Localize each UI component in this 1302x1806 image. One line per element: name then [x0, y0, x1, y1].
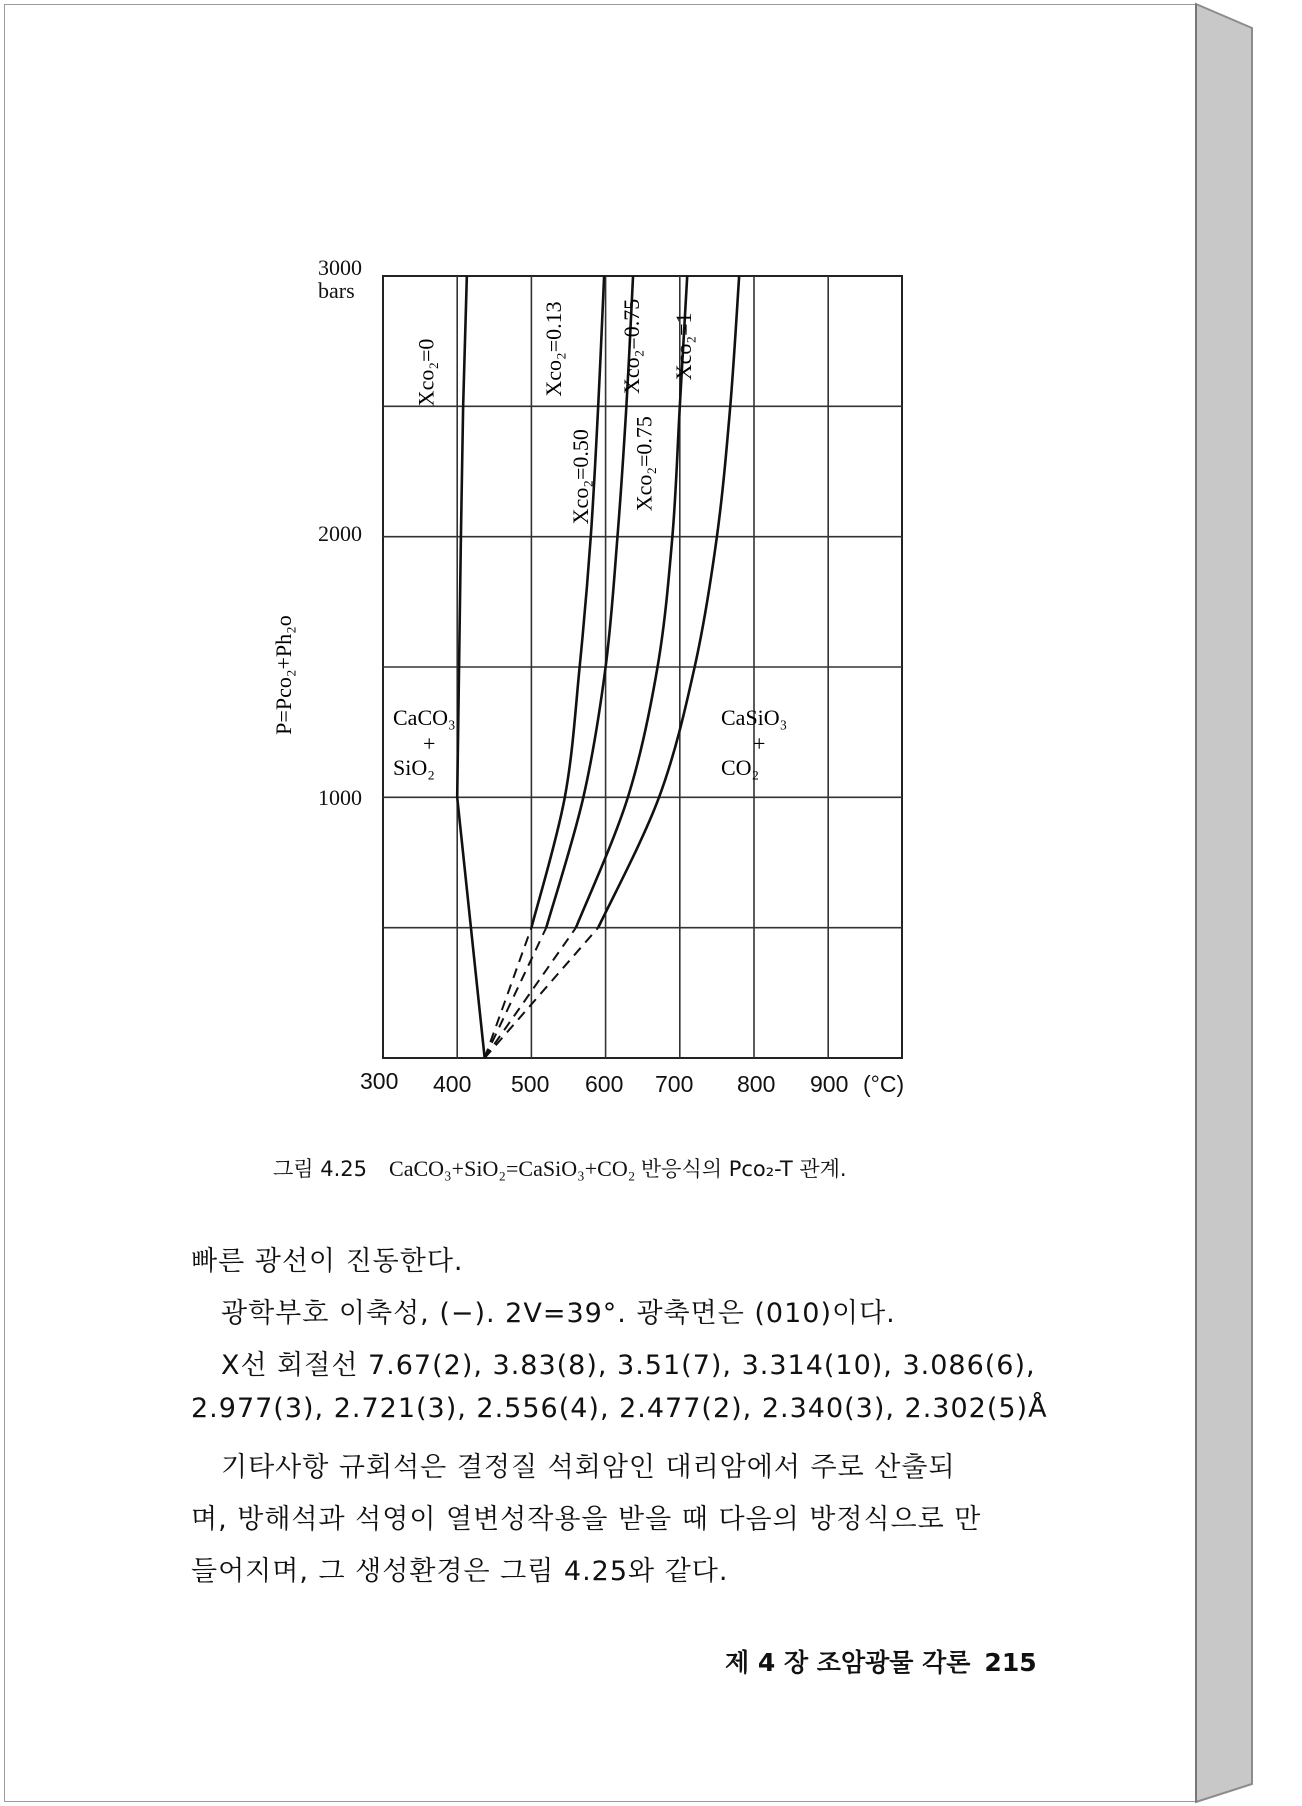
body-line-5: 기타사항 규회석은 결정질 석회암인 대리암에서 주로 산출되 — [221, 1452, 956, 1483]
y-axis-label: P=Pco₂+Ph₂o — [271, 615, 296, 735]
caption-rest: 반응식의 Pco₂-T 관계. — [640, 1157, 847, 1181]
field-right-0: CaSiO₃ — [721, 705, 788, 730]
page-number: 215 — [984, 1648, 1037, 1677]
footer-chapter: 제 4 장 조암광물 각론 — [725, 1648, 971, 1677]
body-line-1: 빠른 광선이 진동한다. — [191, 1246, 464, 1277]
y-tick-3000: 3000 — [318, 255, 362, 280]
series-dashed-3 — [485, 928, 576, 1058]
x-tick-400: 400 — [433, 1071, 472, 1097]
field-right-2: CO₂ — [721, 755, 760, 780]
x-tick-700: 700 — [655, 1071, 694, 1097]
x-unit-label: (°C) — [863, 1071, 905, 1097]
curve-label-xco2-050: Xco₂=0.50 — [567, 429, 593, 525]
page-footer — [725, 1643, 1037, 1679]
series-dashed-2 — [485, 928, 547, 1058]
body-line-2: 광학부호 이축성, (−). 2V=39°. 광축면은 (010)이다. — [221, 1298, 896, 1329]
x-tick-300: 300 — [360, 1068, 399, 1094]
x-tick-600: 600 — [585, 1071, 624, 1097]
y-tick-2000: 2000 — [318, 521, 362, 546]
series-dashed-1 — [485, 928, 532, 1058]
y-tick-1000: 1000 — [318, 785, 362, 810]
field-left-2: SiO₂ — [393, 755, 435, 780]
x-tick-500: 500 — [511, 1071, 550, 1097]
body-line-4: 2.977(3), 2.721(3), 2.556(4), 2.477(2), 2.340(3), 2.302(5)Å — [191, 1393, 1048, 1424]
body-line-6: 며, 방해석과 석영이 열변성작용을 받을 때 다음의 방정식으로 만 — [191, 1504, 982, 1535]
field-left-0: CaCO₃ — [393, 705, 456, 730]
x-tick-900: 900 — [810, 1071, 849, 1097]
caption-figure-no: 그림 4.25 — [273, 1157, 368, 1181]
series-dashed-4 — [485, 928, 599, 1058]
body-line-7: 들어지며, 그 생성환경은 그림 4.25와 같다. — [191, 1556, 729, 1587]
curve-label-xco2-1: Xco₂=1 — [670, 312, 696, 381]
curve-label-xco2-013: Xco₂=0.13 — [541, 301, 567, 397]
field-right-1: + — [753, 731, 766, 756]
figure-caption — [273, 1153, 847, 1183]
y-unit-label: bars — [318, 278, 355, 303]
field-left-1: + — [423, 731, 436, 756]
x-tick-800: 800 — [737, 1071, 776, 1097]
curve-label-xco2-075: Xco₂=0.75 — [631, 416, 657, 512]
caption-equation: CaCO₃+SiO₂=CaSiO₃+CO₂ — [389, 1156, 636, 1181]
pt-diagram — [5, 5, 1195, 1125]
book-page — [4, 4, 1196, 1802]
body-line-3: X선 회절선 7.67(2), 3.83(8), 3.51(7), 3.314(10), 3.086(6), — [221, 1350, 1036, 1381]
curve-label-xco2-0: Xco₂=0 — [413, 338, 439, 407]
curve-label-xco2-075-top: Xco₂=0.75 — [618, 298, 644, 394]
